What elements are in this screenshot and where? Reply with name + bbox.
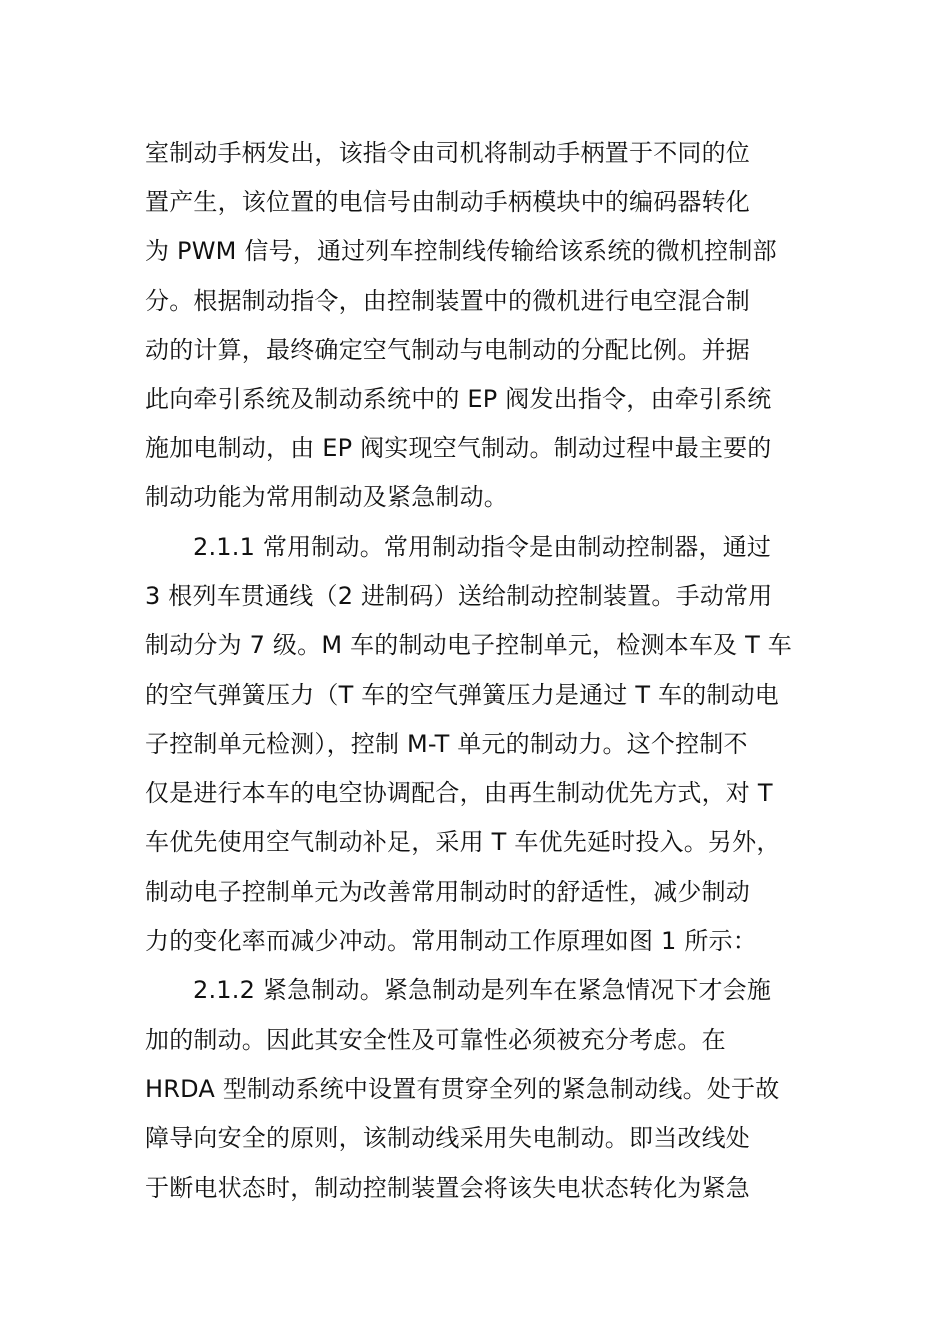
text-line: 为 PWM 信号，通过列车控制线传输给该系统的微机控制部 [145,237,777,265]
text-line: 车优先使用空气制动补足，采用 T 车优先延时投入。另外， [145,828,781,856]
text-line: 分。根据制动指令，由控制装置中的微机进行电空混合制 [145,287,750,315]
text-line: 动的计算，最终确定空气制动与电制动的分配比例。并据 [145,336,750,364]
text-line: 力的变化率而减少冲动。常用制动工作原理如图 1 所示： [145,927,757,955]
text-line: 此向牵引系统及制动系统中的 EP 阀发出指令，由牵引系统 [145,385,772,413]
text-line: 障导向安全的原则，该制动线采用失电制动。即当改线处 [145,1124,750,1152]
text-line: HRDA 型制动系统中设置有贯穿全列的紧急制动线。处于故 [145,1075,780,1103]
text-line: 施加电制动，由 EP 阀实现空气制动。制动过程中最主要的 [145,434,772,462]
text-line: 制动分为 7 级。M 车的制动电子控制单元，检测本车及 T 车 [145,631,792,659]
text-line: 室制动手柄发出，该指令由司机将制动手柄置于不同的位 [145,139,750,167]
section-heading-line: 2.1.1 常用制动。常用制动指令是由制动控制器，通过 [193,533,772,561]
section-heading-line: 2.1.2 紧急制动。紧急制动是列车在紧急情况下才会施 [193,976,772,1004]
text-line: 于断电状态时，制动控制装置会将该失电状态转化为紧急 [145,1174,750,1202]
text-line: 的空气弹簧压力（T 车的空气弹簧压力是通过 T 车的制动电 [145,681,780,709]
text-line: 仅是进行本车的电空协调配合，由再生制动优先方式，对 T [145,779,773,807]
text-line: 制动电子控制单元为改善常用制动时的舒适性，减少制动 [145,878,750,906]
text-line: 子控制单元检测），控制 M-T 单元的制动力。这个控制不 [145,730,748,758]
text-line: 制动功能为常用制动及紧急制动。 [145,483,508,511]
text-line: 置产生，该位置的电信号由制动手柄模块中的编码器转化 [145,188,750,216]
text-line: 加的制动。因此其安全性及可靠性必须被充分考虑。在 [145,1026,726,1054]
text-line: 3 根列车贯通线（2 进制码）送给制动控制装置。手动常用 [145,582,773,610]
